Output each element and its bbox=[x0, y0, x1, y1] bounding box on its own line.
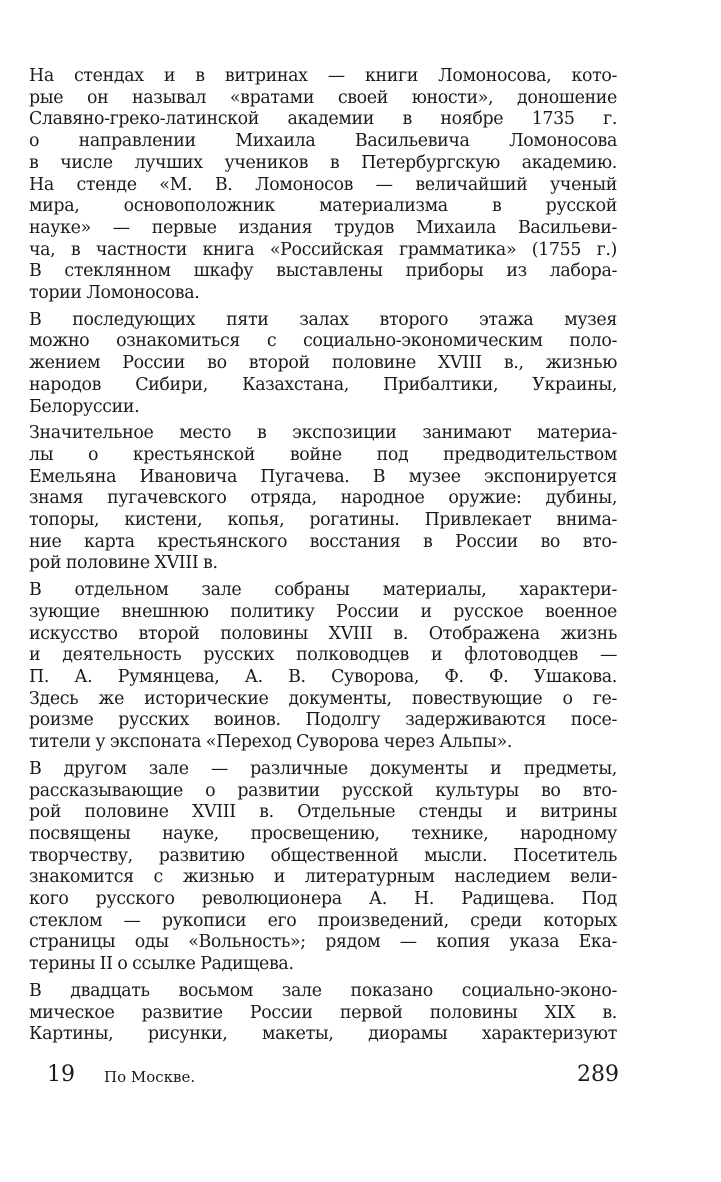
text-line: о направлении Михаила Васильевича Ломоносова bbox=[29, 131, 617, 152]
text-line: страницы оды «Вольность»; рядом — копия указа Ека- bbox=[29, 932, 617, 953]
text-line: рой половине XVIII в. Отдельные стенды и витрины bbox=[29, 802, 617, 823]
paragraph-pugachev bbox=[29, 423, 617, 575]
text-line: На стендах и в витринах — книги Ломоносова, кото- bbox=[29, 66, 617, 86]
text-line: Славяно-греко-латинской академии в ноябре 1735 г. bbox=[29, 109, 617, 130]
text-line: Здесь же исторические документы, повествующие о ге- bbox=[29, 688, 617, 709]
text-line: жением России во второй половине XVIII в., жизнью bbox=[29, 353, 617, 374]
text-line: Белоруссии. bbox=[29, 396, 140, 417]
text-line: роизме русских воинов. Подолгу задерживаются посе- bbox=[29, 710, 617, 731]
text-line: тители у экспоната «Переход Суворова через Альпы». bbox=[29, 732, 513, 753]
page-number: 289 bbox=[577, 1062, 619, 1087]
text-line: В двадцать восьмом зале показано социально-эконо- bbox=[29, 980, 617, 1001]
paragraph-hall-28 bbox=[29, 981, 617, 1046]
text-line: посвящены науке, просвещению, технике, народному bbox=[29, 823, 617, 844]
text-line: зующие внешнюю политику России и русское военное bbox=[29, 601, 617, 622]
text-line: рые он называл «вратами своей юности», доношение bbox=[29, 87, 617, 108]
text-line: ча, в частности книга «Российская грамматика» (1755 г.) bbox=[29, 239, 617, 260]
text-line: Значительное место в экспозиции занимают материа- bbox=[29, 423, 617, 444]
text-line: искусство второй половины XVIII в. Отображена жизнь bbox=[29, 623, 617, 644]
text-line: науке» — первые издания трудов Михаила Васильеви- bbox=[29, 217, 617, 238]
signature-number: 19 bbox=[47, 1062, 75, 1087]
text-line: мическое развитие России первой половины XIX в. bbox=[29, 1002, 617, 1023]
text-line: В отдельном зале собраны материалы, характери- bbox=[29, 580, 617, 601]
text-line: можно ознакомиться с социально-экономическим поло- bbox=[29, 331, 617, 352]
text-line: рассказывающие о развитии русской культуры во вто- bbox=[29, 780, 617, 801]
text-line: творчеству, развитию общественной мысли. Посетитель bbox=[29, 845, 617, 866]
text-line: ние карта крестьянского восстания в России во вто- bbox=[29, 531, 617, 552]
page-body bbox=[29, 66, 617, 1051]
text-line: П. А. Румянцева, А. В. Суворова, Ф. Ф. Ушакова. bbox=[29, 666, 617, 687]
text-line: Емельяна Ивановича Пугачева. В музее экспонируется bbox=[29, 466, 617, 487]
text-line: Картины, рисунки, макеты, диорамы характеризуют bbox=[29, 1024, 617, 1045]
text-line: знамя пугачевского отряда, народное оружие: дубины, bbox=[29, 488, 617, 509]
text-line: рой половине XVIII в. bbox=[29, 553, 218, 574]
text-line: топоры, кистени, копья, рогатины. Привлекает внима- bbox=[29, 510, 617, 531]
paragraph-lomonosov bbox=[29, 66, 617, 305]
signature-title: По Москве. bbox=[104, 1068, 196, 1086]
text-line: кого русского революционера А. Н. Радищева. Под bbox=[29, 889, 617, 910]
text-line: знакомится с жизнью и литературным наследием вели- bbox=[29, 867, 617, 888]
text-line: В стеклянном шкафу выставлены приборы из лабора- bbox=[29, 261, 617, 282]
text-line: в числе лучших учеников в Петербургскую академию. bbox=[29, 152, 617, 173]
text-line: тории Ломоносова. bbox=[29, 283, 200, 304]
page-footer bbox=[47, 1062, 619, 1092]
text-line: народов Сибири, Казахстана, Прибалтики, Украины, bbox=[29, 374, 617, 395]
paragraph-military bbox=[29, 580, 617, 754]
text-line: мира, основоположник материализма в русской bbox=[29, 196, 617, 217]
text-line: На стенде «М. В. Ломоносов — величайший ученый bbox=[29, 174, 617, 195]
text-line: В другом зале — различные документы и предметы, bbox=[29, 758, 617, 779]
text-line: стеклом — рукописи его произведений, среди которых bbox=[29, 910, 617, 931]
paragraph-socio-economic bbox=[29, 310, 617, 419]
text-line: В последующих пяти залах второго этажа музея bbox=[29, 309, 617, 330]
paragraph-culture bbox=[29, 759, 617, 976]
text-line: лы о крестьянской войне под предводительством bbox=[29, 444, 617, 465]
text-line: и деятельность русских полководцев и флотоводцев — bbox=[29, 645, 617, 666]
text-line: терины II о ссылке Радищева. bbox=[29, 954, 294, 975]
